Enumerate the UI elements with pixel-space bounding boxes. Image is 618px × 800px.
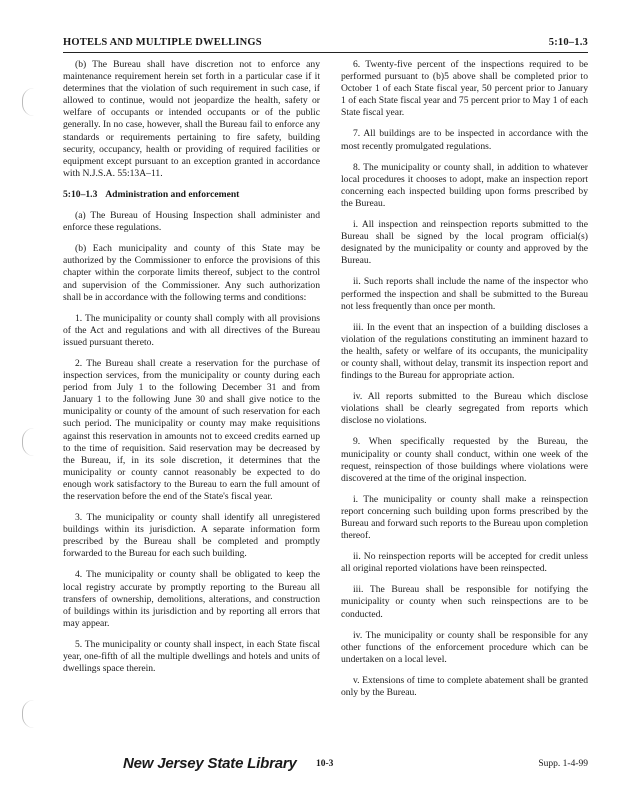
list-item: 6. Twenty-five percent of the inspections required to be performed pursuant to (b)5 above shall be completed prior to October 1 of each State fiscal year, 50 percent prior to January 1 of each State fiscal year and 75 percent prior to May 1 of each State fiscal year. [341, 59, 588, 119]
section-heading [63, 189, 320, 201]
section-number: 5:10–1.3 [63, 188, 98, 200]
list-item: 9. When specifically requested by the Bureau, the municipality or county shall conduct, within one week of the request, reinspection of those buildings where violations were discovered at the time of the original inspection. [341, 436, 588, 484]
sub-item: iii. The Bureau shall be responsible for notifying the municipality or county when such reinspections are to be conducted. [341, 584, 588, 620]
sub-item: ii. No reinspection reports will be accepted for credit unless all original reported violations have been reinspected. [341, 551, 588, 575]
sub-item: iv. All reports submitted to the Bureau which disclose violations shall be clearly segregated from reports which disclose no violations. [341, 391, 588, 427]
sub-item: i. The municipality or county shall make a reinspection report concerning such building upon forms prescribed by the Bureau and forward such reports to the Bureau upon completion thereof. [341, 493, 588, 542]
paragraph: (b) The Bureau shall have discretion not to enforce any maintenance requirement herein set forth in a particular case if it determines that the violation of such requirement in such case, if allowed to continue, would not jeopardize the health, safety or welfare of occupants or intended occupants or of the public generally. In no case, however, shall the Bureau fail to enforce any standards or requirements pertaining to fire safety, building security, occupancy, health or providing of required facilities or equipment except pursuant to an exception granted in accordance with N.J.S.A. 55:13A–11. [63, 59, 320, 179]
library-watermark: New Jersey State Library [123, 755, 297, 772]
list-item: 4. The municipality or county shall be obligated to keep the local registry accurate by promptly reporting to the Bureau all transfers of ownership, demolitions, alterations, and construction of buildings within its jurisdiction and by reporting all errors that may appear. [63, 569, 320, 629]
sub-item: v. Extensions of time to complete abatement shall be granted only by the Bureau. [341, 674, 588, 699]
sub-item: ii. Such reports shall include the name of the inspector who performed the inspection and shall be submitted to the Bureau not less frequently than once per month. [341, 276, 588, 312]
left-column [63, 59, 320, 684]
page-footer [63, 755, 588, 775]
binder-hole-mark [22, 428, 41, 456]
paragraph: (b) Each municipality and county of this State may be authorized by the Commissioner to enforce the provisions of this chapter within the corporate limits thereof, subject to the control and supervision of the Commissioner. Any such authorization shall be in accordance with the following terms and conditions: [63, 243, 320, 303]
list-item: 8. The municipality or county shall, in addition to whatever local procedures it chooses to adopt, make an inspection report concerning each inspected building upon forms prescribed by the Bureau. [341, 161, 588, 209]
list-item: 1. The municipality or county shall comply with all provisions of the Act and regulations and with all directives of the Bureau issued pursuant thereto. [63, 312, 320, 348]
sub-item: i. All inspection and reinspection reports submitted to the Bureau shall be signed by the local program official(s) designated by the municipality or county and approved by the Bureau. [341, 219, 588, 267]
list-item: 2. The Bureau shall create a reservation for the purchase of inspection services, from the municipality or county during each period from July 1 to the following December 31 and from January 1 to the following June 30 and shall give notice to the municipality or county of the amount of such reservation for each such period. The municipality or county may make requisitions against this reservation in amounts not to exceed credits earned up to the time of requisition. Said reservation may be decreased by the Bureau, if, in its sole discretion, it determines that the municipality or county cannot reasonably be expected to do enough work satisfactory to the Bureau to earn the full amount of the reservation before the end of the State's fiscal year. [63, 357, 320, 502]
paragraph: (a) The Bureau of Housing Inspection shall administer and enforce these regulations. [63, 210, 320, 234]
list-item: 7. All buildings are to be inspected in accordance with the most recently promulgated regulations. [341, 128, 588, 152]
sub-item: iii. In the event that an inspection of a building discloses a violation of the regulations constituting an imminent hazard to the health, safety or welfare of its occupants, the municipality or county shall, without delay, transmit its inspection report and findings to the Bureau for appropriate action. [341, 321, 588, 382]
binder-hole-mark [22, 700, 41, 728]
right-column [341, 59, 588, 708]
running-header [63, 37, 588, 51]
binder-hole-mark [22, 88, 41, 116]
list-item: 5. The municipality or county shall inspect, in each State fiscal year, one-fifth of all the multiple dwellings and hotels and units of dwellings space therein. [63, 638, 320, 675]
header-section: 5:10–1.3 [548, 37, 588, 48]
list-item: 3. The municipality or county shall identify all unregistered buildings within its jurisdiction. A separate information form prescribed by the Bureau shall be completed and promptly forwarded to the Bureau for each such building. [63, 512, 320, 560]
sub-item: iv. The municipality or county shall be responsible for any other functions of the enforcement procedure which can be undertaken on a local level. [341, 629, 588, 665]
page-number: 10-3 [316, 759, 334, 769]
section-title: Administration and enforcement [105, 188, 240, 200]
supplement-date: Supp. 1-4-99 [538, 759, 588, 769]
header-title: HOTELS AND MULTIPLE DWELLINGS [63, 37, 262, 48]
header-rule [63, 52, 588, 53]
